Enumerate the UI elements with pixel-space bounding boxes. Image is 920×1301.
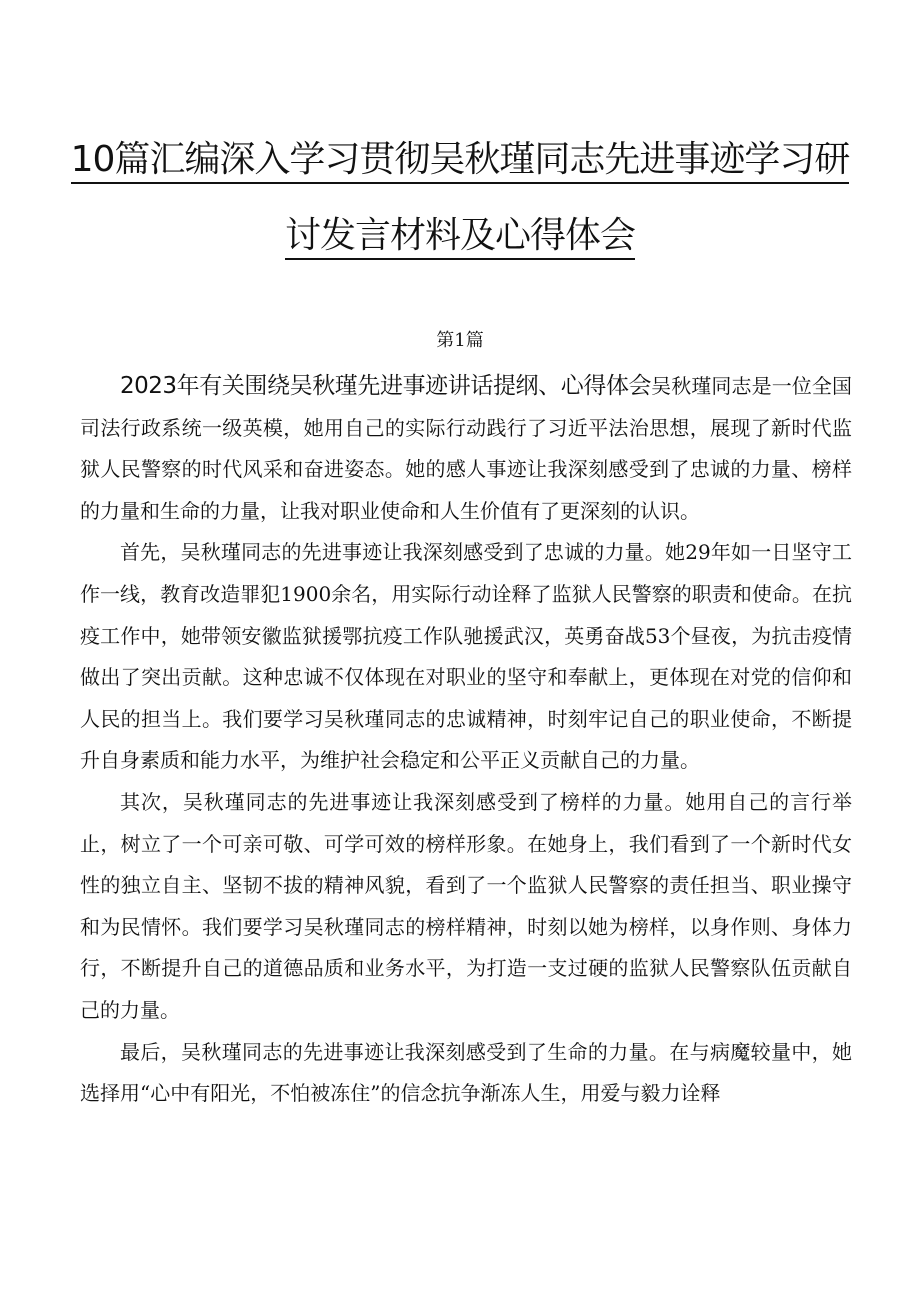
document-title-line-1-text: 10篇汇编深入学习贯彻吴秋瑾同志先进事迹学习研 [71,139,850,184]
document-body [80,366,852,1115]
document-title-line-2-text: 讨发言材料及心得体会 [285,215,635,260]
lead-heading: 2023年有关围绕吴秋瑾先进事迹讲话提纲、心得体会 [120,373,652,399]
paragraph-1-text: 吴秋瑾同志是一位全国司法行政系统一级英模，她用自己的实际行动践行了习近平法治思想，展现了新时代监狱人民警察的时代风采和奋进姿态。她的感人事迹让我深刻感受到了忠诚的力量、榜样的力量和生命的力量，让我对职业使命和人生价值有了更深刻的认识。 [80,374,852,523]
section-label: 第1篇 [436,330,484,351]
paragraph-1 [80,366,852,532]
paragraph-2: 首先，吴秋瑾同志的先进事迹让我深刻感受到了忠诚的力量。她29年如一日坚守工作一线，教育改造罪犯1900余名，用实际行动诠释了监狱人民警察的职责和使命。在抗疫工作中，她带领安徽监狱援鄂抗疫工作队驰援武汉，英勇奋战53个昼夜，为抗击疫情做出了突出贡献。这种忠诚不仅体现在对职业的坚守和奉献上，更体现在对党的信仰和人民的担当上。我们要学习吴秋瑾同志的忠诚精神，时刻牢记自己的职业使命，不断提升自身素质和能力水平，为维护社会稳定和公平正义贡献自己的力量。 [80,540,852,773]
paragraph-3: 其次，吴秋瑾同志的先进事迹让我深刻感受到了榜样的力量。她用自己的言行举止，树立了一个可亲可敬、可学可效的榜样形象。在她身上，我们看到了一个新时代女性的独立自主、坚韧不拔的精神风貌，看到了一个监狱人民警察的责任担当、职业操守和为民情怀。我们要学习吴秋瑾同志的榜样精神，时刻以她为榜样，以身作则、身体力行，不断提升自己的道德品质和业务水平，为打造一支过硬的监狱人民警察队伍贡献自己的力量。 [80,789,852,1022]
document-title-line-1 [60,136,860,184]
document-title-line-2 [60,212,860,260]
paragraph-4: 最后，吴秋瑾同志的先进事迹让我深刻感受到了生命的力量。在与病魔较量中，她选择用“心中有阳光，不怕被冻住”的信念抗争渐冻人生，用爱与毅力诠释 [80,1039,852,1106]
